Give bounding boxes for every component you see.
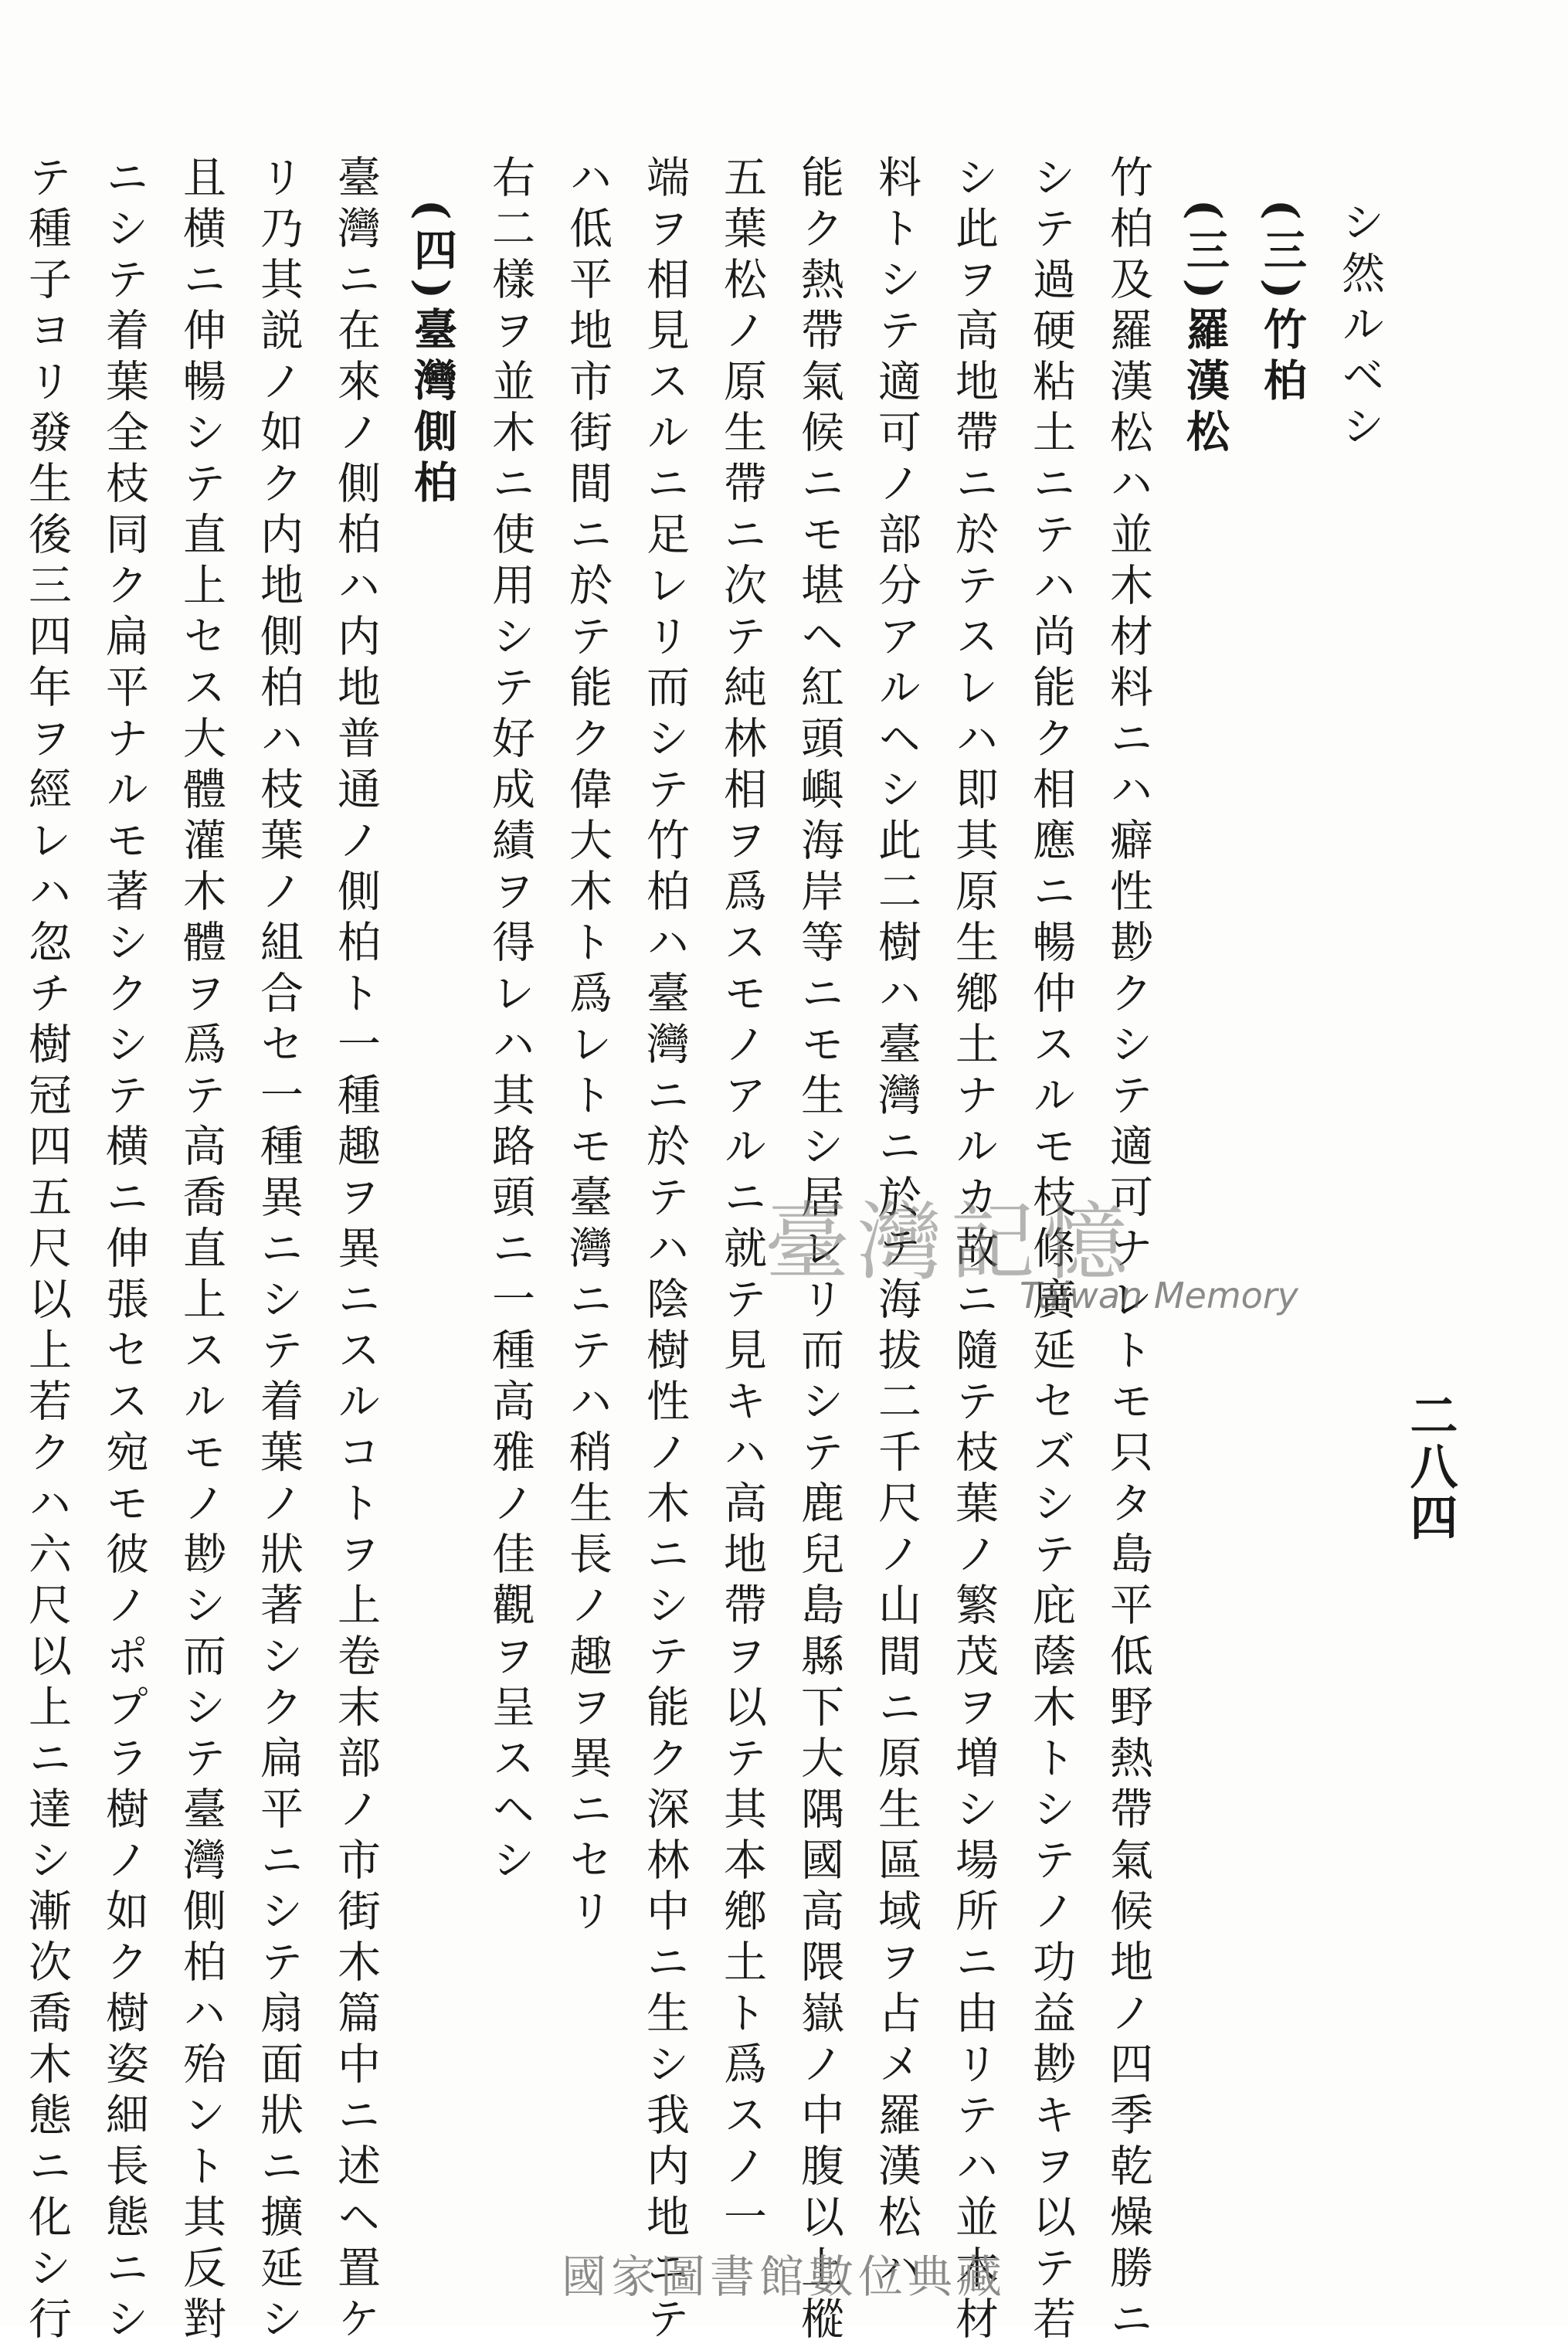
text-line: 臺灣ニ在來ノ側柏ハ内地普通ノ側柏ト一種趣ヲ異ニスルコトヲ上卷末部ノ市街木篇中ニ述ヘ置ケ (331, 155, 381, 2347)
text-line: 竹柏及羅漢松ハ並木材料ニハ癖性尠クシテ適可ナレトモ只タ島平低野熱帶氣候地ノ四季乾燥勝ニ (1103, 155, 1153, 2347)
text-line: シ然ルベシ (1335, 199, 1385, 454)
text-line: 端ヲ相見スルニ足レリ而シテ竹柏ハ臺灣ニ於テハ陰樹性ノ木ニシテ能ク深林中ニ生シ我内地ニテ (640, 155, 690, 2347)
text-line: テ種子ヨリ發生後三四年ヲ經レハ忽チ樹冠四五尺以上若クハ六尺以上ニ達シ漸次喬木態ニ化シ行 (22, 155, 72, 2347)
page-number: 二八四 (1402, 1391, 1458, 1544)
text-line: シテ過硬粘土ニテハ尚能ク相應ニ暢仲スルモ枝條廣延セズシテ庇蔭木トシテノ功益尠キヲ以テ若 (1026, 155, 1076, 2347)
section-heading-chikuhaku: (三)竹柏 (1257, 199, 1308, 409)
section-heading-rakansho: (三)羅漢松 (1179, 199, 1230, 460)
text-line: 能ク熱帶氣候ニモ堪ヘ紅頭嶼海岸等ニモ生シ居レリ而シテ鹿兒島縣下大隅國高隈嶽ノ中腹以上樅 (794, 155, 844, 2347)
text-line: シ此ヲ高地帶ニ於テスレハ即其原生鄕土ナルカ故ニ隨テ枝葉ノ繁茂ヲ増シ場所ニ由リテハ並木材 (949, 155, 999, 2347)
text-line: リ乃其説ノ如ク内地側柏ハ枝葉ノ組合セ一種異ニシテ着葉ノ狀著シク扁平ニシテ扇面狀ニ擴延シ (253, 155, 304, 2347)
section-heading-taiwan-sokuhaku: (四)臺灣側柏 (407, 199, 458, 511)
watermark-title: 臺灣記憶 (765, 1193, 1135, 1292)
footer-credit: 國家圖書館數位典藏 (561, 2250, 1006, 2303)
text-line: ニシテ着葉全枝同ク扁平ナルモ著シクシテ横ニ伸張セス宛モ彼ノポプラ樹ノ如ク樹姿細長態ニシ (99, 155, 149, 2347)
text-line: ハ低平地市街間ニ於テ能ク偉大木ト爲レトモ臺灣ニテハ稍生長ノ趣ヲ異ニセリ (562, 155, 613, 1939)
watermark-subtitle: Taiwan Memory (1020, 1275, 1298, 1316)
text-line: 五葉松ノ原生帶ニ次テ純林相ヲ爲スモノアルニ就テ見キハ高地帶ヲ以テ其本鄕土ト爲スノ一 (717, 155, 767, 2245)
text-line: 且横ニ伸暢シテ直上セス大體灌木體ヲ爲テ高喬直上スルモノ尠シ而シテ臺灣側柏ハ殆ント其反對 (176, 155, 226, 2347)
text-line: 右二樣ヲ並木ニ使用シテ好成績ヲ得レハ其路頭ニ一種高雅ノ佳觀ヲ呈スヘシ (485, 155, 535, 1888)
text-line: 料トシテ適可ノ部分アルヘシ此二樹ハ臺灣ニ於テ海拔二千尺ノ山間ニ原生區域ヲ占メ羅漢松ハ (871, 155, 921, 2296)
